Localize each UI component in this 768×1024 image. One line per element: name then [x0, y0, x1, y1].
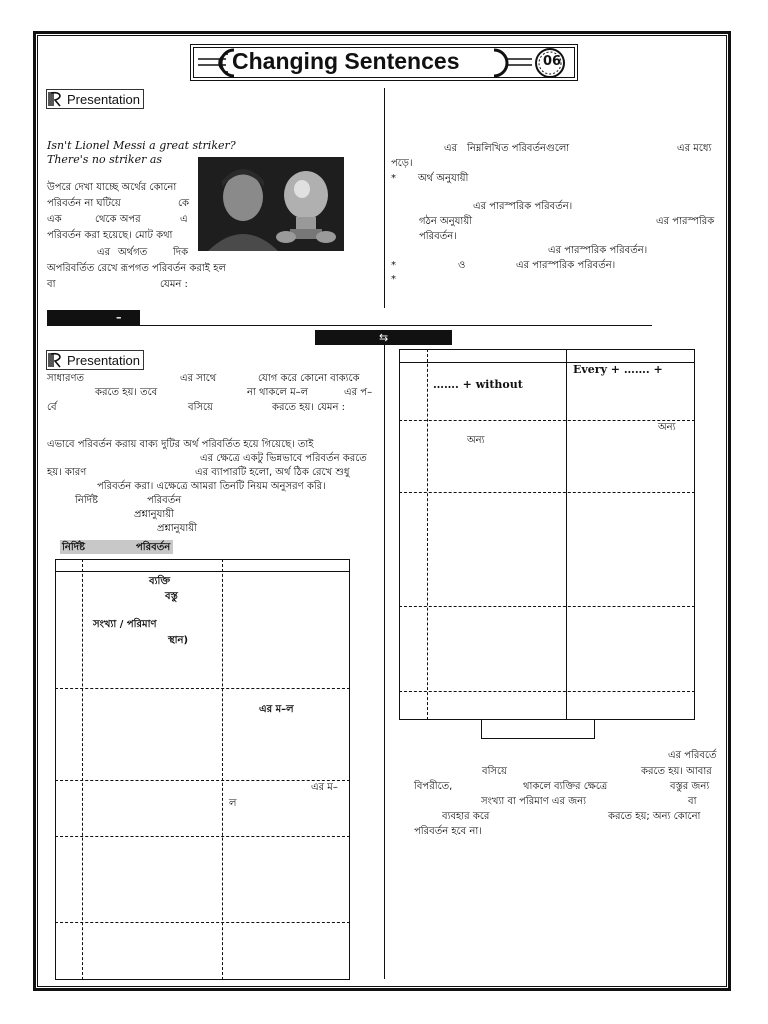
left-mid-1c: যোগ করে কোনো বাক্যকে	[258, 373, 360, 384]
right-bottom-5b: করতে হয়; অন্য কোনো	[608, 811, 701, 822]
left-table-header-rule	[55, 571, 350, 572]
chapter-number: 06	[542, 54, 562, 69]
right-bottom-1: এর পরিবর্তে	[668, 750, 717, 761]
left-table-cell-place: স্থান)	[168, 635, 189, 646]
left-mid-6a: হয়। কারণ	[47, 467, 87, 478]
right-table-col-2	[566, 349, 567, 720]
column-divider-top	[384, 88, 385, 308]
right-top-1c: এর মধ্যে	[677, 143, 712, 154]
left-top-line-5a: এর	[97, 247, 111, 258]
page-title: Changing Sentences	[232, 48, 460, 74]
left-top-line-2b: কে	[178, 198, 190, 209]
right-top-3star: *	[391, 173, 396, 184]
left-table-cell-main-verb-2b: ল	[229, 798, 237, 809]
rule-1a: নির্দিষ্ট	[75, 495, 98, 506]
section-banner-dash: –	[116, 311, 122, 324]
left-table-row-2	[55, 780, 350, 781]
right-table-row-2	[399, 492, 695, 493]
left-mid-3b: বসিয়ে	[188, 402, 213, 413]
right-bottom-2b: করতে হয়। আবার	[641, 766, 712, 777]
left-top-line-5c: দিক	[173, 247, 189, 258]
rule-2: প্রশ্নানুযায়ী	[134, 509, 175, 520]
right-table-row-1	[399, 420, 695, 421]
left-mid-2a: করতে হয়। তবে	[95, 387, 158, 398]
left-mid-2c: এর প–	[344, 387, 373, 398]
left-table-col-1	[82, 559, 83, 980]
right-table-without: ……. + without	[433, 378, 523, 391]
presentation-label-2: Presentation	[46, 349, 144, 371]
left-top-line-4: পরিবর্তন করা হয়েছে। মোট কথা	[47, 230, 173, 241]
right-table	[399, 349, 695, 720]
right-top-2: পড়ে।	[391, 158, 413, 169]
right-top-4: এর পারস্পরিক পরিবর্তন।	[473, 201, 573, 212]
table-heading-b: পরিবর্তন	[136, 542, 171, 553]
right-bottom-2a: বসিয়ে	[482, 766, 507, 777]
left-table-cell-number: সংখ্যা / পরিমাণ	[93, 619, 157, 630]
left-table-cell-main-verb-2: এর ম–	[311, 782, 338, 793]
left-mid-2b: না থাকলে ম–ল	[247, 387, 309, 398]
left-mid-7: পরিবর্তন করা। এক্ষেত্রে আমরা তিনটি নিয়ম অনুসরণ করি।	[97, 481, 326, 492]
right-top-1b: নিম্নলিখিত পরিবর্তনগুলো	[467, 143, 570, 154]
right-bottom-3b: থাকলে ব্যক্তির ক্ষেত্রে	[523, 781, 608, 792]
left-mid-3a: র্বে	[47, 402, 57, 413]
right-top-5b: এর পারস্পরিক	[656, 216, 715, 227]
left-table-cell-main-verb: এর ম–ল	[259, 704, 294, 715]
right-bottom-3a: বিপরীতে,	[414, 781, 453, 792]
left-table-cell-thing: বস্তু	[165, 591, 178, 602]
rule-1b: পরিবর্তন	[147, 495, 182, 506]
right-table-row-3	[399, 606, 695, 607]
left-table-row-3	[55, 836, 350, 837]
example-answer: There's no striker as	[47, 153, 163, 166]
p-swoosh-icon	[47, 90, 67, 108]
left-top-line-3c: এ	[180, 214, 188, 225]
section-banner	[47, 310, 140, 326]
left-top-line-7a: বা	[47, 279, 56, 290]
section-rule	[140, 325, 652, 326]
left-table-row-1	[55, 688, 350, 689]
left-top-line-3a: এক	[47, 214, 62, 225]
right-top-8b: এর পারস্পরিক পরিবর্তন।	[516, 260, 616, 271]
table-heading-a: নির্দিষ্ট	[62, 542, 85, 553]
left-mid-3c: করতে হয়। যেমন :	[272, 402, 345, 413]
left-top-line-7b: যেমন :	[160, 279, 188, 290]
right-top-3a: অর্থ অনুযায়ী	[418, 173, 469, 184]
messi-photo	[198, 157, 344, 251]
left-table-row-4	[55, 922, 350, 923]
right-bottom-4a: সংখ্যা বা পরিমাণ এর জন্য	[481, 796, 587, 807]
left-mid-5: এর ক্ষেত্রে একটু ভিন্নভাবে পরিবর্তন করতে	[200, 453, 367, 464]
column-divider-bottom	[384, 345, 385, 979]
left-mid-1b: এর সাথে	[180, 373, 217, 384]
right-bottom-6: পরিবর্তন হবে না।	[414, 826, 482, 837]
player-trophy-illustration	[198, 157, 344, 251]
swap-arrows-icon: ⇆	[379, 331, 389, 344]
right-table-every: Every + ……. +	[573, 363, 663, 376]
left-top-line-1: উপরে দেখা যাচ্ছে অর্থের কোনো	[47, 182, 177, 193]
right-top-8a: ও	[458, 260, 466, 271]
left-mid-6b: এর ব্যাপারটি হলো, অর্থ ঠিক রেখে শুধু	[195, 467, 350, 478]
left-mid-4: এভাবে পরিবর্তন করায় বাক্য দুটির অর্থ পরিবর্তিত হয়ে গিয়েছে। তাই	[47, 439, 314, 450]
right-bottom-3c: বস্তুর জন্য	[670, 781, 710, 792]
left-top-line-3b: থেকে অপর	[95, 214, 141, 225]
right-bottom-5a: ব্যবহার করে	[442, 811, 490, 822]
right-top-8star: *	[391, 260, 396, 271]
right-bottom-4b: বা	[688, 796, 697, 807]
left-top-line-5b: অর্থগত	[118, 247, 148, 258]
right-table-other-1: অন্য	[658, 422, 676, 433]
left-table-cell-person: ব্যক্তি	[149, 576, 171, 587]
presentation-label: Presentation	[46, 88, 144, 110]
right-top-9star: *	[391, 274, 396, 285]
empty-label-box	[481, 719, 595, 739]
right-table-row-4	[399, 691, 695, 692]
left-table-col-2	[222, 559, 223, 980]
right-top-7: এর পারস্পরিক পরিবর্তন।	[548, 245, 648, 256]
rule-3: প্রশ্নানুযায়ী	[157, 523, 198, 534]
left-mid-1a: সাধারণত	[47, 373, 85, 384]
right-top-5a: গঠন অনুযায়ী	[419, 216, 473, 227]
p-swoosh-icon	[47, 351, 67, 369]
left-top-line-2: পরিবর্তন না ঘটিয়ে	[47, 198, 121, 209]
right-top-1a: এর	[444, 143, 458, 154]
left-top-line-6: অপরিবর্তিত রেখে রূপগত পরিবর্তন করাই হল	[47, 263, 226, 274]
example-question: Isn't Lionel Messi a great striker?	[47, 139, 236, 152]
right-table-other-2: অন্য	[467, 435, 485, 446]
right-top-6: পরিবর্তন।	[419, 231, 457, 242]
right-table-col-1	[427, 349, 428, 720]
